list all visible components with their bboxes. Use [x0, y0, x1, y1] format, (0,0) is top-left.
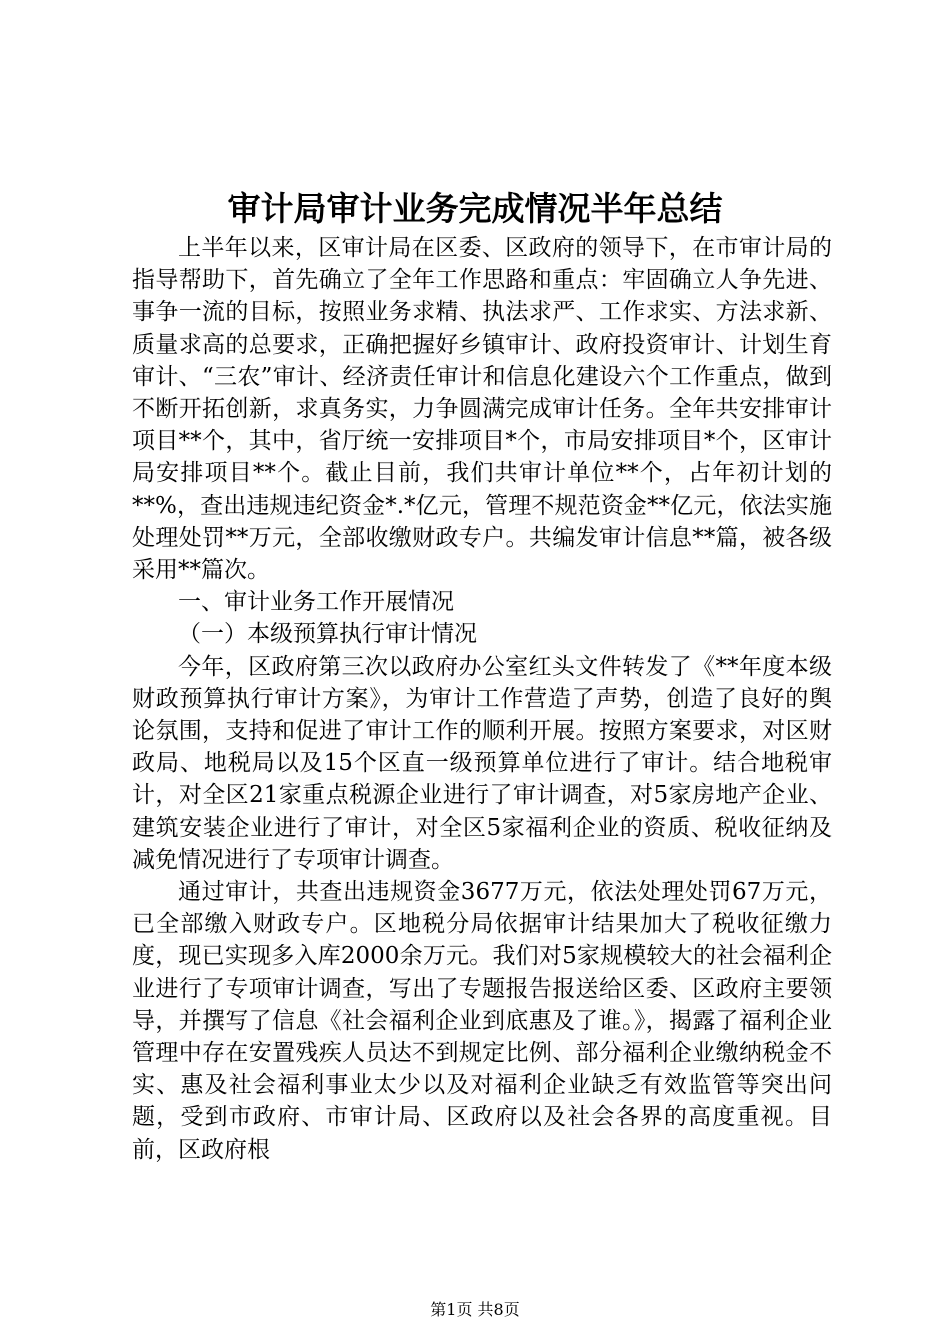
page-footer: 第1页 共8页	[430, 1300, 520, 1319]
document-title: 审计局审计业务完成情况半年总结	[227, 189, 723, 228]
document-body	[132, 232, 832, 1166]
subsection-heading: （一）本级预算执行审计情况	[178, 621, 477, 648]
paragraph-budget-audit: 今年，区政府第三次以政府办公室红头文件转发了《**年度本级财政预算执行审计方案》，为审计工作营造了声势，创造了良好的舆论氛围，支持和促进了审计工作的顺利开展。按照方案要求，对区财政局、地税局以及15个区直一级预算单位进行了审计。结合地税审计，对全区21家重点税源企业进行了审计调查，对5家房地产企业、建筑安装企业进行了审计，对全区5家福利企业的资质、税收征纳及减免情况进行了专项审计调查。	[132, 653, 832, 873]
section-heading: 一、审计业务工作开展情况	[178, 589, 454, 616]
paragraph-intro: 上半年以来，区审计局在区委、区政府的领导下，在市审计局的指导帮助下，首先确立了全年工作思路和重点：牢固确立人争先进、事争一流的目标，按照业务求精、执法求严、工作求实、方法求新、质量求高的总要求，正确把握好乡镇审计、政府投资审计、计划生育审计、“三农”审计、经济责任审计和信息化建设六个工作重点，做到不断开拓创新，求真务实，力争圆满完成审计任务。全年共安排审计项目**个，其中，省厅统一安排项目*个，市局安排项目*个，区审计局安排项目**个。截止目前，我们共审计单位**个，占年初计划的**%，查出违规违纪资金*.*亿元，管理不规范资金**亿元，依法实施处理处罚**万元，全部收缴财政专户。共编发审计信息**篇，被各级采用**篇次。	[132, 235, 832, 584]
paragraph-audit-results: 通过审计，共查出违规资金3677万元，依法处理处罚67万元，已全部缴入财政专户。区地税分局依据审计结果加大了税收征缴力度，现已实现多入库2000余万元。我们对5家规模较大的社会福利企业进行了专项审计调查，写出了专题报告报送给区委、区政府主要领导，并撰写了信息《社会福利企业到底惠及了谁。》，揭露了福利企业管理中存在安置残疾人员达不到规定比例、部分福利企业缴纳税金不实、惠及社会福利事业太少以及对福利企业缺乏有效监管等突出问题，受到市政府、市审计局、区政府以及社会各界的高度重视。目前，区政府根	[132, 879, 832, 1163]
